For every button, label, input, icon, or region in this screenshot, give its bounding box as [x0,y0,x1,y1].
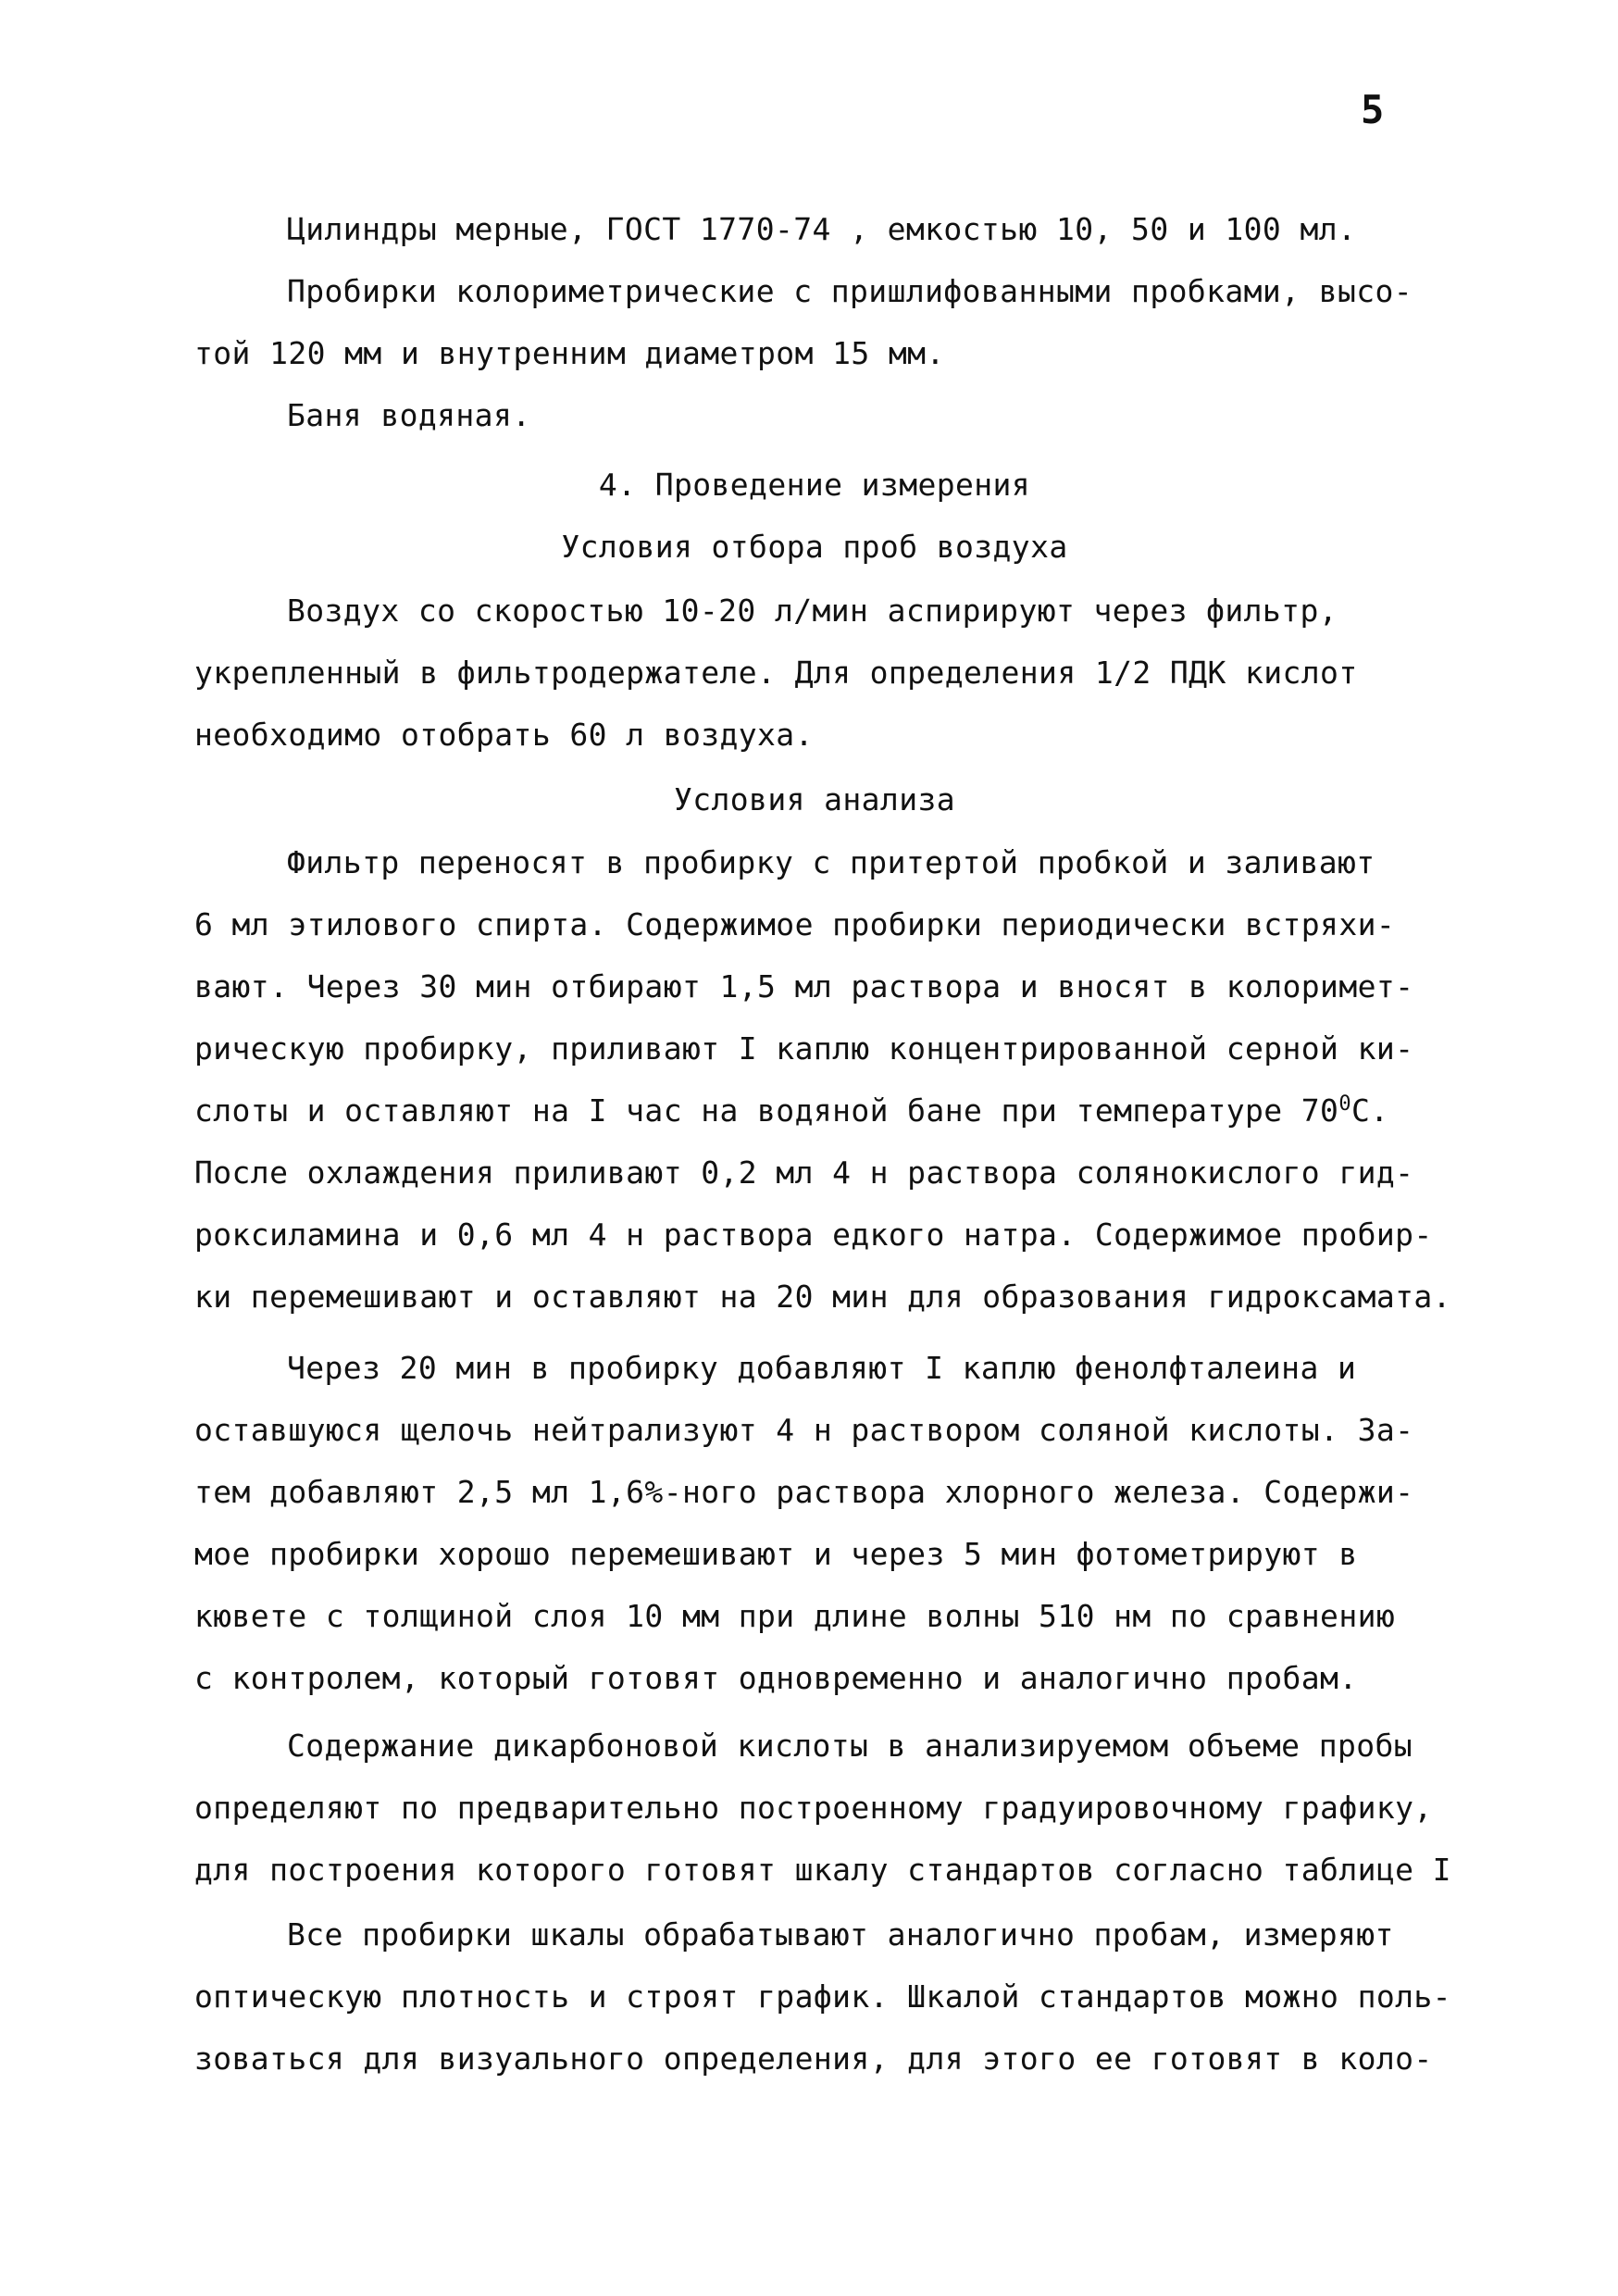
analysis-paragraph [194,831,1453,1328]
text-line: роксиламина и 0,6 мл 4 н раствора едкого натра. Содержимое пробир- [194,1217,1433,1253]
section-heading-block [194,454,1453,578]
text-line: Через 20 мин в пробирку добавляют I каплю фенолфталеина и [287,1350,1357,1386]
text-line: кювете с толщиной слоя 10 мм при длине волны 510 нм по сравнению [194,1598,1396,1634]
text-line: Пробирки колориметрические с пришлифованными пробками, высо- [287,273,1413,309]
neutralization-paragraph [194,1337,1453,1709]
text-line: той 120 мм и внутренним диаметром 15 мм. [194,335,945,371]
text-line: мое пробирки хорошо перемешивают и через 5 мин фотометрируют в [194,1536,1358,1572]
text-line: Содержание дикарбоновой кислоты в анализируемом объеме пробы [287,1728,1413,1764]
text-line: слоты и оставляют на I час на водяной бане при температуре 70 [194,1092,1339,1129]
page-number: 5 [1361,87,1385,132]
text-line: Воздух со скоростью 10-20 л/мин аспирируют через фильтр, [287,593,1338,629]
text-line: вают. Через 30 мин отбирают 1,5 мл раствора и вносят в колоримет- [194,968,1414,1004]
text-line: 6 мл этилового спирта. Содержимое пробирки периодически встряхи- [194,906,1396,942]
text-line: тем добавляют 2,5 мл 1,6%-ного раствора хлорного железа. Содержи- [194,1474,1414,1510]
text-line: Баня водяная. [287,397,531,433]
text-line: оставшуюся щелочь нейтрализуют 4 н раствором соляной кислоты. За- [194,1412,1414,1448]
text-line: рическую пробирку, приливают I каплю концентрированной серной ки- [194,1030,1414,1067]
analysis-subheading: Условия анализа [673,781,955,817]
text-line: определяют по предварительно построенному градуировочному графику, [194,1790,1433,1826]
text-line: После охлаждения приливают 0,2 мл 4 н раствора солянокислого гид- [194,1154,1414,1191]
calibration-paragraph [194,1715,1453,1901]
text-line: ки перемешивают и оставляют на 20 мин для образования гидроксамата. [194,1279,1451,1315]
text-line: необходимо отобрать 60 л воздуха. [194,717,814,753]
text-line: укрепленный в фильтродержателе. Для определения 1/2 ПДК кислот [194,655,1358,691]
analysis-heading-block [194,768,1453,830]
sampling-paragraph [194,580,1453,766]
text-line: Все пробирки шкалы обрабатывают аналогично пробам, измеряют [287,1916,1394,1953]
text-line: для построения которого готовят шкалу стандартов согласно таблице I [194,1852,1451,1888]
equipment-paragraph [194,198,1453,446]
sampling-subheading: Условия отбора проб воздуха [561,529,1068,565]
text-line: оптическую плотность и строят график. Шкалой стандартов можно поль- [194,1978,1451,2015]
text-line: с контролем, который готовят одновременно и аналогично пробам. [194,1660,1358,1696]
section-heading: 4. Проведение измерения [598,467,1031,503]
temperature-unit: C. [1350,1092,1389,1129]
degree-symbol: 0 [1338,1092,1351,1116]
text-line: Цилиндры мерные, ГОСТ 1770-74 , емкостью 10, 50 и 100 мл. [287,211,1357,247]
text-line-temperature [194,1079,1453,1142]
text-line: Фильтр переносят в пробирку с притертой пробкой и заливают [287,844,1375,880]
text-line: зоваться для визуального определения, для этого ее готовят в коло- [194,2040,1433,2077]
scale-paragraph [194,1903,1453,2090]
